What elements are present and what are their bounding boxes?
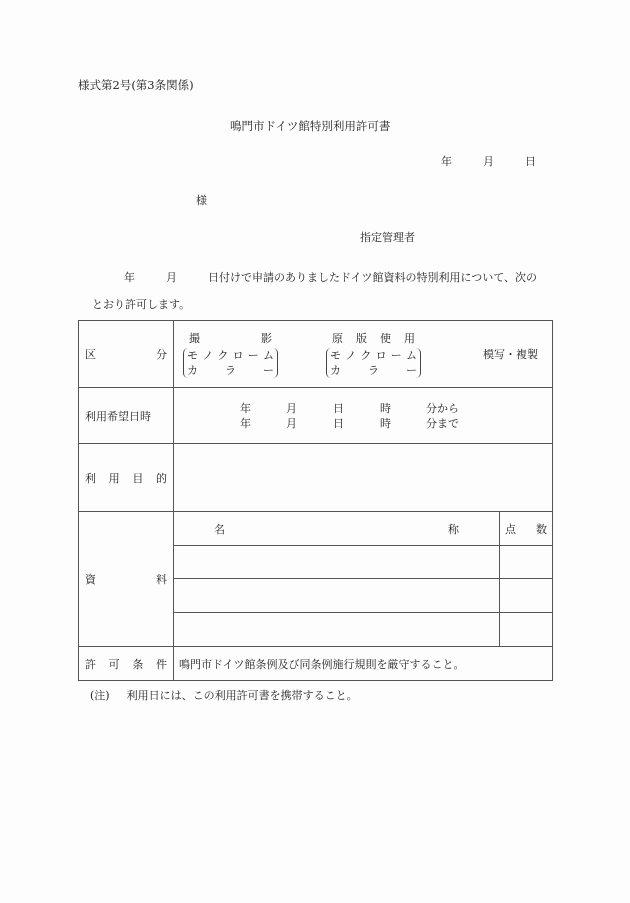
material-name-field[interactable] <box>174 546 500 579</box>
category-row <box>79 321 553 388</box>
material-name-header: 名 称 <box>174 512 500 546</box>
issuer: 指定管理者 <box>360 231 415 244</box>
date-day: 日 <box>525 155 536 168</box>
material-name-field[interactable] <box>174 613 500 647</box>
material-count-field[interactable] <box>500 546 553 579</box>
issue-date <box>441 156 536 167</box>
date-year: 年 <box>441 155 452 168</box>
photo-option[interactable]: 撮 影 モ ノ ク ロ ー ム カ ラ ー <box>183 330 278 378</box>
datetime-label: 利用希望日時 <box>79 388 174 444</box>
material-count-field[interactable] <box>500 579 553 613</box>
copy-option[interactable]: 模写・複製 <box>483 348 538 361</box>
date-month: 月 <box>483 155 494 168</box>
purpose-row <box>79 444 553 512</box>
purpose-label: 利 用 目 的 <box>79 444 174 512</box>
note-text: 利用日には、この利用許可書を携帯すること。 <box>126 689 358 702</box>
form-number: 様式第2号(第3条関係) <box>78 78 194 92</box>
body-line-2: とおり許可します。 <box>92 298 191 311</box>
material-name-field[interactable] <box>174 579 500 613</box>
materials-label: 資 料 <box>79 512 174 647</box>
conditions-row <box>79 647 553 681</box>
original-color[interactable]: カ ラ ー <box>330 364 417 377</box>
original-monochrome[interactable]: モ ノ ク ロ ー ム <box>330 349 417 362</box>
purpose-field[interactable] <box>174 444 553 512</box>
datetime-value[interactable]: 年 月 日 時 分から 年 月 日 時 分まで <box>174 388 553 444</box>
photo-color[interactable]: カ ラ ー <box>187 364 274 377</box>
conditions-value: 鳴門市ドイツ館条例及び同条例施行規則を厳守すること。 <box>174 647 553 681</box>
photo-monochrome[interactable]: モ ノ ク ロ ー ム <box>187 349 274 362</box>
datetime-row <box>79 388 553 444</box>
note-prefix: (注) <box>90 689 110 702</box>
material-count-header: 点 数 <box>500 512 553 546</box>
conditions-label: 許 可 条 件 <box>79 647 174 681</box>
permit-table <box>78 320 553 681</box>
category-label: 区 分 <box>79 321 174 388</box>
body-line-1: 年 月 日付けで申請のありましたドイツ館資料の特別利用について、次の <box>124 271 538 284</box>
category-options <box>174 321 553 388</box>
materials-header-row <box>79 512 553 546</box>
material-count-field[interactable] <box>500 613 553 647</box>
addressee-suffix: 様 <box>196 194 207 207</box>
note <box>90 690 358 701</box>
original-option[interactable]: 原 版 使 用 モ ノ ク ロ ー ム カ ラ ー <box>326 330 421 378</box>
document-title: 鳴門市ドイツ館特別利用許可書 <box>230 119 391 133</box>
